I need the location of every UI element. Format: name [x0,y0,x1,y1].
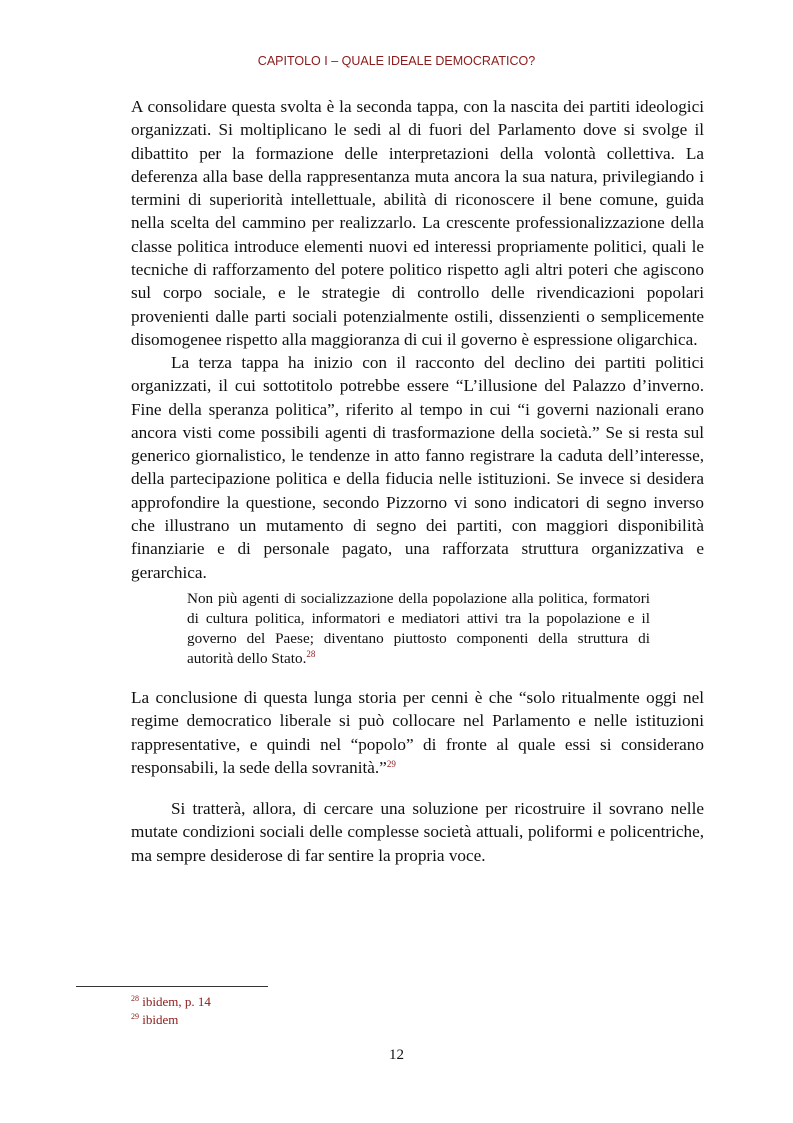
footnote-ref-28[interactable]: 28 [306,649,316,659]
paragraph-final: Si tratterà, allora, di cercare una soluzione per ricostruire il sovrano nelle mutate condizioni sociali delle complesse società attuali, poliformi e policentriche, ma sempre desiderose di far sentire la propria voce. [131,799,704,865]
paragraph-second-stage: A consolidare questa svolta è la seconda tappa, con la nascita dei partiti ideologici organizzati. Si moltiplicano le sedi al di fuori del Parlamento dove si svolge il dibattito per la formazione delle interpretazioni della volontà collettiva. La deferenza alla base della rappresentanza muta ancora la sua natura, privilegiando i termini di superiorità intellettuale, abilità di riconoscere il bene comune, guida nella scelta del cammino per realizzarlo. La crescente professionalizzazione della classe politica introduce elementi nuovi ed interessi propriamente politici, quali le tecniche di rafforzamento del potere politico rispetto agli altri poteri che agiscono sul corpo sociale, e le strategie di controllo delle rivendicazioni popolari provenienti dalle parti sociali potenzialmente ostili, dissenzienti o semplicemente disomogenee rispetto alla maggioranza di cui il governo è espressione oligarchica. [131,97,704,349]
footnote-ref-29[interactable]: 29 [386,758,396,769]
paragraph-conclusion-text: La conclusione di questa lunga storia per cenni è che “solo ritualmente oggi nel regime democratico liberale si può collocare nel Parlamento e nelle istituzioni rappresentative, e quindi nel “popolo” di fronte al quale essi si considerano responsabili, la sede della sovranità.” [131,688,704,777]
block-quote-text: Non più agenti di socializzazione della popolazione alla politica, formatori di cultura politica, informatori e mediatori attivi tra la popolazione e il governo del Paese; diventano piuttosto componenti della struttura di autorità dello Stato. [187,590,650,667]
paragraph-conclusion [131,686,704,779]
paragraph-third-stage: La terza tappa ha inizio con il racconto del declino dei partiti politici organizzati, il cui sottotitolo potrebbe essere “L’illusione del Palazzo d’inverno. Fine della speranza politica”, riferito al tempo in cui “i governi nazionali erano ancora visti come possibili agenti di trasformazione della società.” Se si resta sul generico giornalistico, le tendenze in atto fanno registrare la caduta dell’interesse, della partecipazione politica e della fiducia nelle istituzioni. Se invece si desidera approfondire la questione, secondo Pizzorno vi sono indicatori di segno inverso che illustrano un mutamento di segno dei partiti, con maggiori disponibilità finanziarie e di personale pagato, una rafforzata struttura organizzativa e gerarchica. [131,353,704,582]
footnote-29 [131,1012,531,1028]
footnote-text: ibidem [142,1012,179,1027]
chapter-header: CAPITOLO I – QUALE IDEALE DEMOCRATICO? [257,54,536,68]
footnote-28 [131,994,531,1010]
block-quote [187,589,650,669]
footnote-divider [76,986,268,987]
footnote-text: ibidem, p. 14 [142,994,211,1009]
page-number: 12 [389,1047,404,1063]
footnote-number: 29 [131,1012,139,1021]
footnote-number: 28 [131,994,139,1003]
